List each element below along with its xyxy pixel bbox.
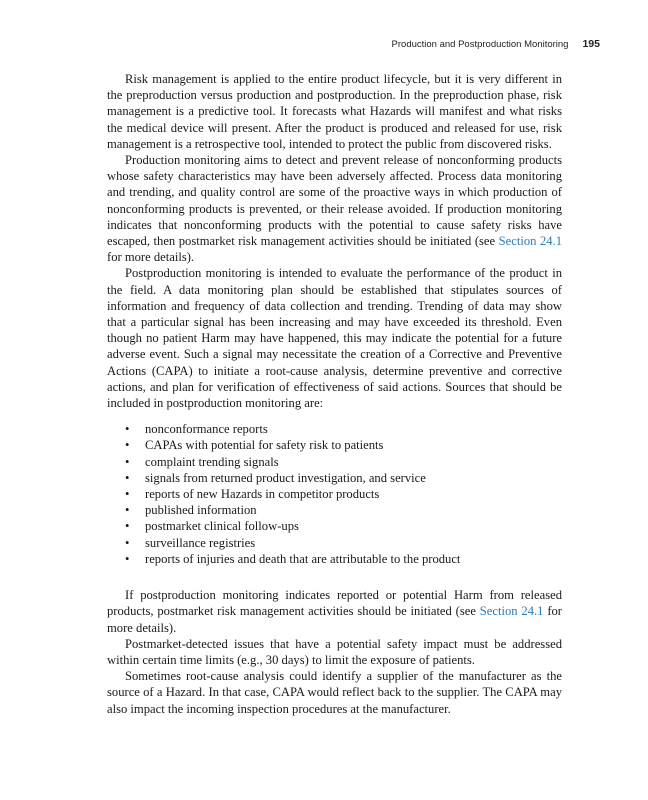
paragraph-text: for more details). (107, 250, 195, 265)
paragraph-text: Production monitoring aims to detect and prevent release of nonconforming products whose safety characteristics may have been adversely affected. Process data monitoring and trending, and quality control are some of the proactive ways in which production of nonconforming products is prevented, or their release avoided. If production monitoring indicates that nonconforming products with the potential to cause safety risks have escaped, then postmarket risk management activities should be initiated (see (107, 153, 562, 249)
list-item: • surveillance registries (107, 535, 562, 551)
list-item: • reports of injuries and death that are attributable to the product (107, 551, 562, 567)
paragraph-postmarket-activities (107, 587, 562, 636)
paragraph-text: If postproduction monitoring indicates reported or potential Harm from released products, postmarket risk management activities should be initiated (see (107, 588, 562, 619)
paragraph-postproduction-monitoring: Postproduction monitoring is intended to evaluate the performance of the product in the field. A data monitoring plan should be established that stipulates sources of information and frequency of data collection and trending. Trending of data may show that a particular signal has been increasing and may have exceeded its threshold. Even though no patient Harm may have happened, this may indicate the potential for a future adverse event. Such a signal may necessitate the creation of a Corrective and Preventive Actions (CAPA) to initiate a root-cause analysis, determine preventive and corrective actions, and plan for verification of effectiveness of said actions. Sources that should be included in postproduction monitoring are: (107, 266, 562, 411)
page-number: 195 (582, 38, 600, 50)
list-item: • reports of new Hazards in competitor products (107, 486, 562, 502)
list-item: • complaint trending signals (107, 454, 562, 470)
paragraph-risk-management: Risk management is applied to the entire product lifecycle, but it is very different in the preproduction versus production and postproduction. In the preproduction phase, risk management is a predictive tool. It forecasts what Hazards will manifest and what risks the medical device will present. After the product is produced and released for use, risk management is a retrospective tool, intended to protect the public from discovered risks. (107, 72, 562, 151)
section-link[interactable]: Section 24.1 (479, 604, 544, 619)
list-item: • postmarket clinical follow-ups (107, 518, 562, 534)
section-link[interactable]: Section 24.1 (498, 234, 562, 249)
list-item: • nonconformance reports (107, 421, 562, 437)
list-item: • signals from returned product investigation, and service (107, 470, 562, 486)
running-title: Production and Postproduction Monitoring (391, 39, 569, 50)
paragraph-production-monitoring (107, 152, 562, 265)
paragraph-time-limits: Postmarket-detected issues that have a potential safety impact must be addressed within certain time limits (e.g., 30 days) to limit the exposure of patients. (107, 636, 562, 667)
paragraph-supplier: Sometimes root-cause analysis could identify a supplier of the manufacturer as the source of a Hazard. In that case, CAPA would reflect back to the supplier. The CAPA may also impact the incoming inspection procedures at the manufacturer. (107, 669, 562, 716)
body-text (107, 71, 562, 717)
sources-list (107, 421, 562, 567)
paragraph-text: for more details). (107, 604, 562, 635)
list-item: • published information (107, 502, 562, 518)
running-header (392, 38, 600, 50)
list-item: • CAPAs with potential for safety risk to patients (107, 437, 562, 453)
